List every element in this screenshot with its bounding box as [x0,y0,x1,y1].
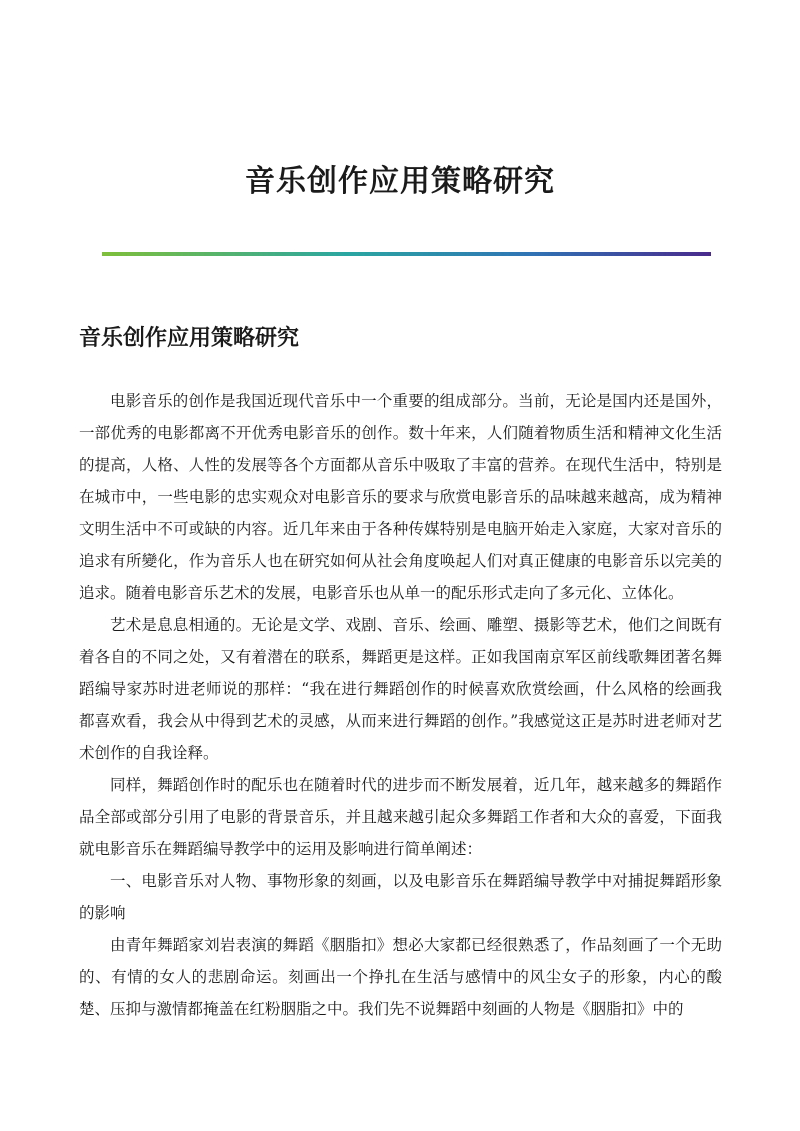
paragraph: 艺术是息息相通的。无论是文学、戏剧、音乐、绘画、雕塑、摄影等艺术，他们之间既有着各自的不同之处，又有着潜在的联系，舞蹈更是这样。正如我国南京军区前线歌舞团著名舞蹈编导家苏时进老师说的那样：“我在进行舞蹈创作的时候喜欢欣赏绘画，什么风格的绘画我都喜欢看，我会从中得到艺术的灵感，从而来进行舞蹈的创作。”我感觉这正是苏时进老师对艺术创作的自我诠释。 [79,616,722,762]
document-title: 音乐创作应用策略研究 [245,164,555,199]
paragraph: 一、电影音乐对人物、事物形象的刻画，以及电影音乐在舞蹈编导教学中对捕捉舞蹈形象的影响 [79,872,722,922]
section-heading: 音乐创作应用策略研究 [79,326,300,351]
paragraph: 电影音乐的创作是我国近现代音乐中一个重要的组成部分。当前，无论是国内还是国外，一部优秀的电影都离不开优秀电影音乐的创作。数十年来，人们随着物质生活和精神文化生活的提高，人格、人性的发展等各个方面都从音乐中吸取了丰富的营养。在现代生活中，特别是在城市中，一些电影的忠实观众对电影音乐的要求与欣赏电影音乐的品味越来越高，成为精神文明生活中不可或缺的内容。近几年来由于各种传媒特别是电脑开始走入家庭，大家对音乐的追求有所變化，作为音乐人也在研究如何从社会角度唤起人们对真正健康的电影音乐以完美的追求。随着电影音乐艺术的发展，电影音乐也从单一的配乐形式走向了多元化、立体化。 [79,392,722,602]
title-divider [102,252,711,256]
paragraph: 同样，舞蹈创作时的配乐也在随着时代的进步而不断发展着，近几年，越来越多的舞蹈作品全部或部分引用了电影的背景音乐，并且越来越引起众多舞蹈工作者和大众的喜爱，下面我就电影音乐在舞蹈编导教学中的运用及影响进行简单阐述： [79,776,722,858]
document-body [79,385,722,1025]
paragraph: 由青年舞蹈家刘岩表演的舞蹈《胭脂扣》想必大家都已经很熟悉了，作品刻画了一个无助的、有情的女人的悲剧命运。刻画出一个挣扎在生活与感情中的风尘女子的形象，内心的酸楚、压抑与激情都掩盖在红粉胭脂之中。我们先不说舞蹈中刻画的人物是《胭脂扣》中的 [79,936,722,1018]
